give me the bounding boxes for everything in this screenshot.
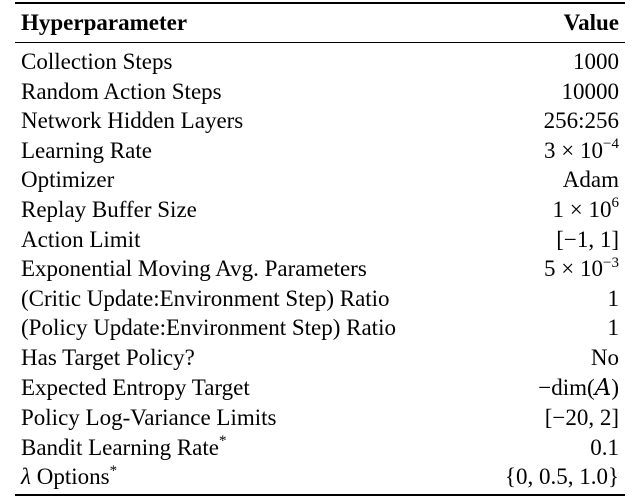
- param-name: [21, 433, 227, 463]
- table-body: [15, 43, 625, 494]
- param-name: Network Hidden Layers: [21, 108, 244, 134]
- action-space-symbol: A: [594, 374, 612, 401]
- param-value: [538, 373, 619, 404]
- table-row: [15, 195, 625, 225]
- param-name: Random Action Steps: [21, 78, 222, 104]
- param-name: Learning Rate: [21, 137, 152, 163]
- table-row: [15, 403, 625, 433]
- param-name: Expected Entropy Target: [21, 374, 250, 400]
- lambda-symbol: λ: [21, 464, 31, 490]
- table-row: [15, 165, 625, 195]
- param-value: 0.1: [590, 434, 619, 460]
- param-name: (Policy Update:Environment Step) Ratio: [21, 315, 396, 341]
- table-row: [15, 433, 625, 463]
- table-row: [15, 47, 625, 77]
- table-row: [15, 373, 625, 404]
- value-suffix: ): [611, 374, 619, 400]
- table-row: [15, 254, 625, 284]
- header-value: Value: [563, 10, 619, 35]
- param-value: 1: [607, 315, 619, 341]
- param-name: Policy Log-Variance Limits: [21, 405, 277, 431]
- param-name: Exponential Moving Avg. Parameters: [21, 256, 367, 282]
- hyperparameter-table: [15, 0, 625, 496]
- param-name: [21, 462, 117, 492]
- param-name-text: Options: [30, 464, 110, 490]
- param-value: [553, 195, 619, 225]
- param-value: 1: [607, 285, 619, 311]
- table-row: [15, 313, 625, 343]
- footnote-mark: *: [109, 462, 118, 479]
- value-base: 3 × 10: [544, 137, 604, 163]
- param-name: (Critic Update:Environment Step) Ratio: [21, 285, 390, 311]
- footnote-mark: *: [219, 433, 227, 450]
- bottom-rule: [15, 494, 625, 496]
- value-base: 1 × 10: [552, 196, 612, 222]
- param-value: [−1, 1]: [556, 226, 619, 252]
- table-header-row: [15, 4, 625, 42]
- param-value: [544, 136, 619, 166]
- param-name: Optimizer: [21, 167, 115, 193]
- table-row: [15, 225, 625, 255]
- header-hyperparameter: Hyperparameter: [21, 10, 188, 35]
- value-exponent: −4: [603, 136, 619, 153]
- table-row: [15, 136, 625, 166]
- param-value: [−20, 2]: [544, 405, 619, 431]
- param-value: 1000: [573, 49, 619, 74]
- value-base: 5 × 10: [544, 256, 604, 282]
- param-value: {0, 0.5, 1.0}: [504, 464, 619, 490]
- param-value: 10000: [561, 78, 619, 104]
- table-row: [15, 284, 625, 314]
- table-row: [15, 106, 625, 136]
- param-name: Replay Buffer Size: [21, 196, 197, 222]
- value-exponent: −3: [603, 254, 619, 271]
- param-value: Adam: [562, 167, 619, 193]
- param-name: Collection Steps: [21, 49, 173, 74]
- param-name: Action Limit: [21, 226, 141, 252]
- table-row: [15, 77, 625, 107]
- table-row: [15, 462, 625, 492]
- value-prefix: −dim(: [538, 374, 595, 400]
- param-value: No: [590, 344, 619, 370]
- param-name: Has Target Policy?: [21, 344, 195, 370]
- table-row: [15, 343, 625, 373]
- param-value: [544, 254, 619, 284]
- param-value: 256:256: [543, 108, 619, 134]
- value-exponent: 6: [611, 195, 619, 212]
- param-name-text: Bandit Learning Rate: [21, 434, 219, 460]
